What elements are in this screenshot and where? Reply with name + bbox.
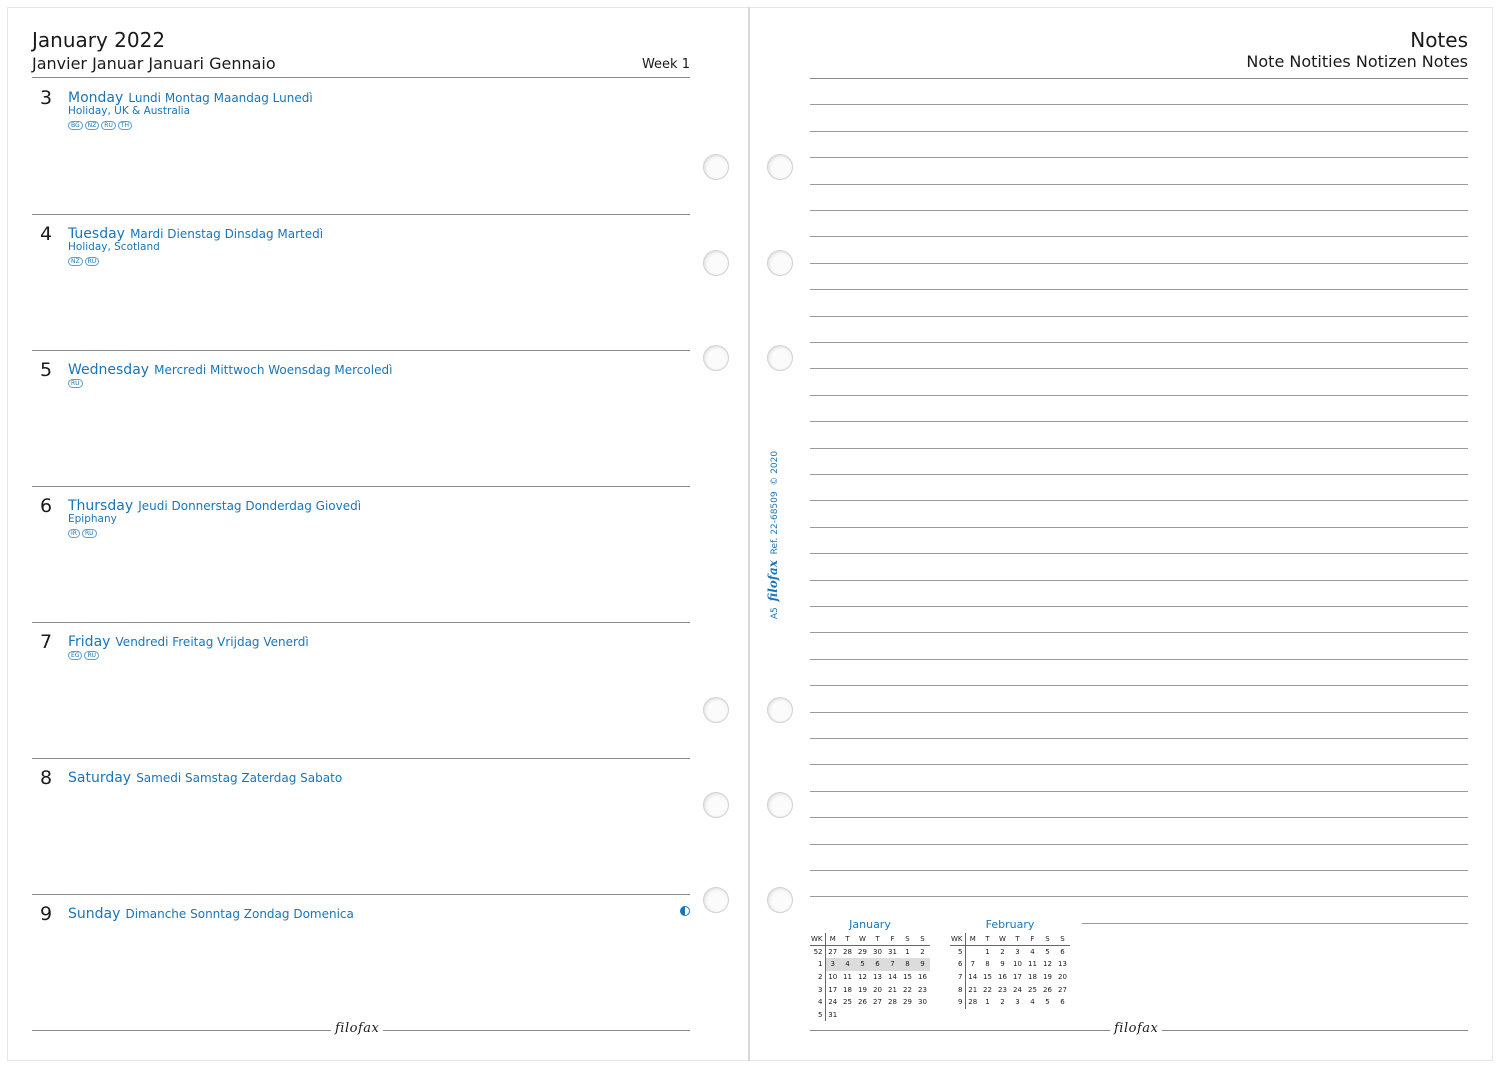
mini-calendar-day: 2 [920,948,925,957]
mini-calendar-day: 16 [918,973,927,982]
mini-calendar-day: 7 [885,958,900,971]
mini-calendar-day [915,1009,930,1022]
note-line[interactable] [810,553,1468,554]
mini-calendar-day [965,946,980,959]
mini-calendar-day: 3 [825,958,840,971]
ring-hole [703,154,729,180]
day-name-line [68,495,361,514]
mini-calendar-day: 21 [888,985,897,994]
ring-hole [767,792,793,818]
day-name: Sunday [68,906,121,922]
day-block-friday[interactable] [32,623,690,759]
mini-calendar-day: 29 [903,998,912,1007]
ref-code: Ref. 22-68509 [770,491,780,555]
month-subtitle: Janvier Januar Januari Gennaio [32,54,276,73]
mini-calendar-day: 12 [858,973,867,982]
country-badges [68,257,99,266]
mini-calendar-day: 12 [1043,960,1052,969]
day-name-line [68,87,313,106]
mini-calendar-week-number: 5 [950,946,965,959]
day-number: 6 [40,495,53,517]
note-line[interactable] [810,395,1468,396]
mini-calendar-week-number: 5 [810,1009,825,1022]
mini-calendar-week-number: 1 [810,958,825,971]
day-block-wednesday[interactable] [32,351,690,487]
mini-calendar-day: 29 [858,948,867,957]
note-line[interactable] [810,131,1468,132]
note-line[interactable] [810,870,1468,871]
day-name-line [68,359,392,378]
mini-calendar-title: January [849,918,891,931]
mini-calendar-day: 15 [903,973,912,982]
day-block-thursday[interactable] [32,487,690,623]
page-reference [766,451,780,619]
note-line[interactable] [1082,923,1468,924]
note-line[interactable] [810,316,1468,317]
country-badge: RU [84,651,99,660]
mini-calendar-day: 30 [873,948,882,957]
mini-calendar-day: 9 [1000,960,1005,969]
ring-hole [703,697,729,723]
day-name: Saturday [68,770,132,786]
mini-calendar-day: 13 [873,973,882,982]
mini-calendar-week-number: 4 [810,996,825,1009]
mini-calendar-day: 27 [1058,985,1067,994]
note-line[interactable] [810,527,1468,528]
note-line[interactable] [810,764,1468,765]
mini-calendar-header-cell: T [980,933,995,946]
mini-calendar-day: 2 [1000,948,1005,957]
mini-calendar-header-cell: S [1040,933,1055,946]
mini-calendar-day: 13 [1058,960,1067,969]
mini-calendar-day: 14 [968,973,978,982]
ring-hole [767,250,793,276]
note-line[interactable] [810,685,1468,686]
mini-calendar-day: 10 [1013,960,1022,969]
note-line[interactable] [810,236,1468,237]
note-line[interactable] [810,342,1468,343]
country-badge: NZ [85,121,100,130]
mini-calendar-header-cell: S [900,933,915,946]
mini-calendar-header-cell: M [965,933,980,946]
country-badge: TH [118,121,132,130]
day-holiday-note: Holiday, Scotland [68,241,160,253]
day-number: 5 [40,359,53,381]
mini-calendar-day [870,1009,885,1022]
mini-calendar-day: 4 [840,958,855,971]
mini-calendar-grid [950,933,1070,1009]
country-badge: EG [68,651,82,660]
mini-calendar-day: 1 [985,948,990,957]
day-name: Thursday [68,498,134,514]
mini-calendar-day: 22 [903,985,912,994]
day-block-saturday[interactable] [32,759,690,895]
mini-calendar-day: 21 [968,985,978,994]
note-line[interactable] [810,421,1468,422]
note-line[interactable] [810,210,1468,211]
country-badge: RU [68,379,83,388]
mini-calendar-week-number: 7 [950,971,965,984]
mini-calendar-header-cell: T [1010,933,1025,946]
mini-calendar-day: 28 [843,948,852,957]
week-label: Week 1 [641,57,690,72]
filofax-logo-left: filofax [331,1021,383,1036]
day-number: 4 [40,223,53,245]
day-holiday-note: Epiphany [68,513,117,525]
mini-calendar-day: 6 [1060,998,1065,1007]
day-name: Wednesday [68,362,150,378]
mini-calendar-header-cell: T [870,933,885,946]
ring-hole [703,345,729,371]
mini-calendar-day: 15 [983,973,992,982]
note-line[interactable] [810,844,1468,845]
mini-calendar-header-cell: S [1055,933,1070,946]
country-badge: IR [68,529,80,538]
mini-calendar-day: 28 [968,998,978,1007]
mini-calendar-grid [810,933,930,1021]
mini-calendar-day: 7 [970,960,975,969]
day-translations: Mercredi Mittwoch Woensdag Mercoledì [154,363,393,377]
note-line[interactable] [810,448,1468,449]
mini-calendar-day [900,1009,915,1022]
mini-calendar-day: 30 [918,998,927,1007]
country-badges [68,529,97,538]
day-name: Monday [68,90,124,106]
moon-phase-icon [680,906,690,916]
mini-calendar-day: 31 [888,948,897,957]
day-number: 7 [40,631,53,653]
note-line[interactable] [810,606,1468,607]
note-line[interactable] [810,157,1468,158]
note-line[interactable] [810,289,1468,290]
mini-calendar-day: 6 [1060,948,1065,957]
country-badge: BG [68,121,83,130]
ref-copyright: © 2020 [770,450,780,486]
mini-calendar-day: 5 [1045,998,1050,1007]
country-badges [68,379,83,388]
day-name-line [68,223,323,242]
mini-calendar-day [885,1009,900,1022]
day-block-monday[interactable] [32,79,690,215]
note-line[interactable] [810,712,1468,713]
notes-subtitle: Note Notities Notizen Notes [1246,52,1468,71]
mini-calendar-day: 20 [1058,973,1067,982]
day-block-sunday[interactable] [32,895,690,1031]
note-line[interactable] [810,368,1468,369]
mini-calendar-day: 6 [870,958,885,971]
note-line[interactable] [810,659,1468,660]
ring-hole [703,250,729,276]
day-translations: Vendredi Freitag Vrijdag Venerdì [115,635,309,649]
day-translations: Mardi Dienstag Dinsdag Martedì [130,227,324,241]
note-line[interactable] [810,817,1468,818]
mini-calendar-day: 22 [983,985,992,994]
note-line[interactable] [810,104,1468,105]
mini-calendar-day: 3 [1015,948,1020,957]
mini-calendar-day: 17 [1013,973,1022,982]
mini-calendar-day: 8 [985,960,990,969]
mini-calendar-header-cell: WK [950,933,965,946]
mini-calendar-day: 18 [843,985,852,994]
mini-calendar-day: 5 [1045,948,1050,957]
mini-calendar-day [855,1009,870,1022]
mini-calendar-day: 31 [828,1010,838,1019]
note-line[interactable] [810,738,1468,739]
mini-calendar-day: 23 [998,985,1007,994]
mini-calendar-day: 19 [858,985,867,994]
mini-calendar-day: 5 [855,958,870,971]
mini-calendar-day: 14 [888,973,897,982]
day-holiday-note: Holiday, UK & Australia [68,105,191,117]
day-translations: Dimanche Sonntag Zondag Domenica [125,907,354,921]
day-name-line [68,631,309,650]
notes-title: Notes [1410,28,1468,52]
note-line[interactable] [810,263,1468,264]
spine-fold [748,7,750,1061]
country-badge: RU [85,257,100,266]
mini-calendar-week-number: 52 [810,946,825,959]
day-block-tuesday[interactable] [32,215,690,351]
mini-calendar-day: 18 [1028,973,1037,982]
mini-calendar-header-cell: W [855,933,870,946]
mini-calendar-week-number: 6 [950,958,965,971]
mini-calendar-day: 3 [1015,998,1020,1007]
ring-hole [767,887,793,913]
day-name: Tuesday [68,226,125,242]
mini-calendar-day: 11 [843,973,852,982]
day-number: 3 [40,87,53,109]
mini-calendar-header-cell: W [995,933,1010,946]
note-line[interactable] [810,791,1468,792]
mini-calendar-day: 20 [873,985,882,994]
mini-calendar-week-number: 8 [950,983,965,996]
ring-hole [767,697,793,723]
note-line[interactable] [810,474,1468,475]
mini-calendar-day: 1 [905,948,910,957]
country-badge: RU [82,529,97,538]
ref-size: A5 [770,607,780,620]
mini-calendar-header-cell: T [840,933,855,946]
day-translations: Jeudi Donnerstag Donderdag Giovedì [138,499,362,513]
mini-calendar-day: 24 [1013,985,1022,994]
day-name-line [68,767,342,786]
mini-calendar-day: 25 [1028,985,1037,994]
notes-header-rule [810,78,1468,79]
mini-calendar-day: 28 [888,998,897,1007]
mini-calendar-day: 11 [1028,960,1037,969]
mini-calendar-header-cell: M [825,933,840,946]
mini-calendar-day: 16 [998,973,1007,982]
mini-calendar-header-cell: WK [810,933,825,946]
mini-calendar-day: 25 [843,998,852,1007]
mini-calendar-week-number: 3 [810,983,825,996]
note-line[interactable] [810,896,1468,897]
mini-calendar-day: 1 [985,998,990,1007]
mini-calendar-day: 2 [1000,998,1005,1007]
left-page-header [32,28,690,78]
country-badge: NZ [68,257,83,266]
note-line[interactable] [810,632,1468,633]
mini-calendar-day: 26 [858,998,867,1007]
mini-calendar-day [840,1009,855,1022]
mini-calendar-week-number: 2 [810,971,825,984]
country-badges [68,121,132,130]
day-number: 9 [40,903,53,925]
ring-hole [767,345,793,371]
mini-calendar-title: February [985,918,1035,931]
mini-calendar-february [950,918,1070,1009]
mini-calendar-day: 27 [828,948,838,957]
mini-calendar-day: 4 [1030,948,1035,957]
mini-calendar-day: 9 [915,958,930,971]
ref-brand: filofax [766,560,780,602]
mini-calendar-day: 8 [900,958,915,971]
mini-calendar-day: 24 [828,998,838,1007]
mini-calendar-day: 10 [828,973,838,982]
mini-calendar-day: 19 [1043,973,1052,982]
note-line[interactable] [810,580,1468,581]
mini-calendar-header-cell: F [1025,933,1040,946]
mini-calendar-day: 17 [828,985,838,994]
mini-calendar-week-number: 9 [950,996,965,1009]
mini-calendar-header-cell: F [885,933,900,946]
filofax-logo-right: filofax [1110,1021,1162,1036]
ring-hole [767,154,793,180]
note-line[interactable] [810,500,1468,501]
mini-calendar-header-cell: S [915,933,930,946]
month-title: January 2022 [32,28,166,52]
day-translations: Samedi Samstag Zaterdag Sabato [136,771,343,785]
mini-calendar-day: 4 [1030,998,1035,1007]
ring-hole [703,887,729,913]
mini-calendar-day: 23 [918,985,927,994]
country-badges [68,651,99,660]
mini-calendar-day: 26 [1043,985,1052,994]
country-badge: RU [101,121,116,130]
note-line[interactable] [810,184,1468,185]
mini-calendar-day: 27 [873,998,882,1007]
day-name: Friday [68,634,111,650]
day-translations: Lundi Montag Maandag Lunedì [128,91,313,105]
day-name-line [68,903,354,922]
ring-hole [703,792,729,818]
mini-calendar-january [810,918,930,1021]
day-number: 8 [40,767,53,789]
